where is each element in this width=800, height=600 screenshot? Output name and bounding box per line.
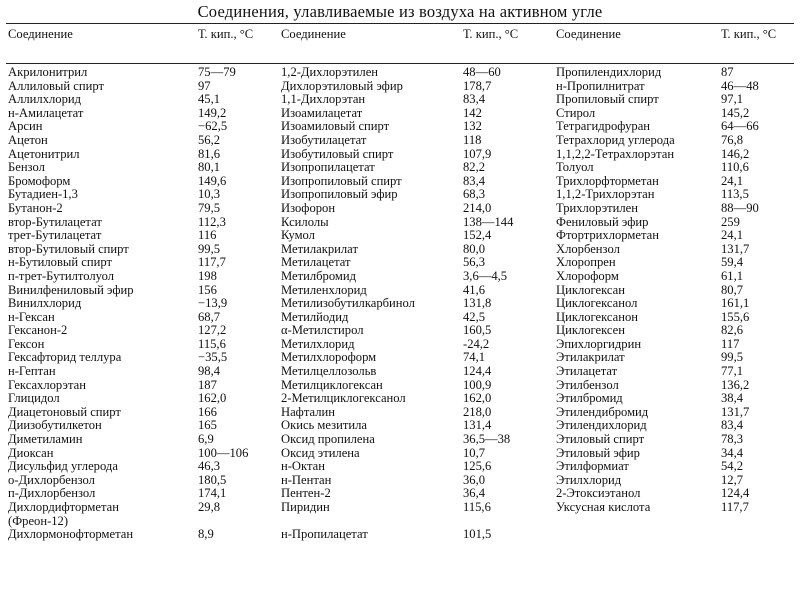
boiling-point-cell: 149,2 (198, 106, 227, 120)
boiling-point-cell: 88—90 (721, 201, 759, 215)
compound-cell: Изоамилацетат (281, 106, 363, 120)
compound-cell: п-трет-Бутилтолуол (8, 269, 115, 283)
boiling-point-cell: 116 (198, 229, 217, 243)
boiling-point-cell: 112,3 (198, 215, 226, 229)
boiling-point-cell: 127,2 (198, 324, 227, 338)
boiling-point-cell (719, 515, 794, 529)
boiling-point-cell: 81,6 (198, 147, 221, 161)
compound-cell: Дихлорэтиловый эфир (281, 79, 403, 93)
compound-cell: Метилцеллозольв (281, 365, 377, 379)
table-row (6, 311, 794, 325)
table-row (6, 216, 794, 230)
header-row (6, 24, 794, 64)
boiling-point-cell: 166 (198, 405, 217, 419)
boiling-point-cell: 41,6 (463, 283, 486, 297)
boiling-point-cell (461, 515, 554, 529)
boiling-point-cell: 80,1 (198, 161, 221, 175)
boiling-point-cell: 56,2 (198, 133, 221, 147)
compound-cell: Нафталин (281, 405, 335, 419)
compound-cell: Метилацетат (281, 256, 351, 270)
compound-cell: 1,1-Дихлорэтан (281, 93, 366, 107)
compound-cell: Дихлордифторметан (8, 501, 119, 514)
compound-cell: н-Октан (281, 460, 325, 474)
compound-cell: Циклогексанол (556, 297, 638, 311)
table-row (6, 351, 794, 365)
boiling-point-cell: 100,9 (463, 378, 492, 392)
boiling-point-cell: 59,4 (721, 256, 744, 270)
compound-cell: Эпихлоргидрин (556, 337, 642, 351)
boiling-point-cell: 38,4 (721, 392, 744, 406)
compound-cell: Фтортрихлорметан (556, 229, 659, 243)
boiling-point-cell (719, 528, 794, 542)
compound-cell: Аллиловый спирт (8, 79, 104, 93)
compound-cell: Циклогексен (556, 324, 626, 338)
compound-cell: Этилбромид (556, 392, 623, 406)
boiling-point-cell: 117,7 (198, 256, 226, 270)
compound-cell: Диметиламин (8, 433, 83, 447)
boiling-point-cell: 10,3 (198, 188, 221, 202)
compound-cell: Глицидол (8, 392, 60, 406)
compound-cell (554, 528, 719, 542)
table-row (6, 338, 794, 352)
boiling-point-cell: 46,3 (198, 460, 221, 474)
compound-cell: Бензол (8, 161, 45, 175)
compound-cell: Этилендибромид (556, 405, 649, 419)
boiling-point-cell: 68,7 (198, 310, 221, 324)
compound-cell: Метиленхлорид (281, 283, 367, 297)
table-row (6, 148, 794, 162)
compound-cell: Пропиловый спирт (556, 93, 659, 107)
table-row (6, 93, 794, 107)
table-row (6, 474, 794, 488)
compound-cell: Изопропиловый спирт (281, 174, 402, 188)
table-row (6, 107, 794, 121)
boiling-point-cell: 80,7 (721, 283, 744, 297)
boiling-point-cell: 107,9 (463, 147, 492, 161)
boiling-point-cell: 64—66 (721, 120, 759, 134)
boiling-point-cell: 161,1 (721, 297, 750, 311)
compound-cell: Дихлормонофторметан (8, 528, 134, 542)
compound-cell: Трихлорфторметан (556, 174, 659, 188)
compound-cell: втор-Бутилацетат (8, 215, 102, 229)
boiling-point-cell: 100—106 (198, 446, 249, 460)
compound-cell: Ацетон (8, 133, 48, 147)
table-row (6, 515, 794, 529)
compound-cell: Фениловый эфир (556, 215, 649, 229)
compound-cell: 1,1,2,2-Тетрахлорэтан (556, 147, 675, 161)
compound-cell: Пиридин (281, 501, 330, 514)
boiling-point-cell: 83,4 (463, 174, 486, 188)
compound-cell: Гексон (8, 337, 45, 351)
boiling-point-cell: 131,8 (463, 297, 492, 311)
boiling-point-cell: 101,5 (463, 528, 492, 542)
compound-cell: Оксид пропилена (281, 433, 375, 447)
table-row (6, 406, 794, 420)
compound-cell: Трихлорэтилен (556, 201, 639, 215)
compound-cell: п-Дихлорбензол (8, 487, 96, 501)
boiling-point-cell: 80,0 (463, 242, 486, 256)
boiling-point-cell: 110,6 (721, 161, 749, 175)
table-row (6, 419, 794, 433)
table-row (6, 297, 794, 311)
compound-cell: Гексахлорэтан (8, 378, 86, 392)
boiling-point-cell: 136,2 (721, 378, 750, 392)
boiling-point-cell: −13,9 (198, 297, 228, 311)
compound-cell: Арсин (8, 120, 43, 134)
boiling-point-cell: 76,8 (721, 133, 744, 147)
table-row (6, 324, 794, 338)
compound-cell: 2-Этоксиэтанол (556, 487, 641, 501)
boiling-point-cell: 117 (721, 337, 740, 351)
compound-cell: Бутанон-2 (8, 201, 63, 215)
compound-cell: Этилацетат (556, 365, 618, 379)
boiling-point-cell: 131,7 (721, 242, 750, 256)
boiling-point-cell: 131,4 (463, 419, 492, 433)
compound-cell: н-Пентан (281, 473, 332, 487)
boiling-point-cell: 87 (721, 65, 734, 79)
table-row (6, 229, 794, 243)
table-row (6, 175, 794, 189)
boiling-point-cell: 77,1 (721, 365, 744, 379)
boiling-point-cell: 36,5—38 (463, 433, 511, 447)
compound-cell: Ксилолы (281, 215, 329, 229)
boiling-point-cell: 97,1 (721, 93, 744, 107)
boiling-point-cell: 79,5 (198, 201, 221, 215)
table-header (6, 24, 794, 64)
compound-cell: Хлоропрен (556, 256, 616, 270)
compound-cell: 1,2-Дихлорэтилен (281, 65, 379, 79)
boiling-point-cell: 97 (198, 79, 211, 93)
compound-cell: Хлорбензол (556, 242, 620, 256)
boiling-point-cell: 82,6 (721, 324, 744, 338)
boiling-point-cell: 24,1 (721, 174, 744, 188)
boiling-point-cell: 8,9 (198, 528, 214, 542)
boiling-point-cell: 174,1 (198, 487, 227, 501)
boiling-point-cell: 156 (198, 283, 217, 297)
boiling-point-cell: 98,4 (198, 365, 221, 379)
compound-cell: Этилформиат (556, 460, 629, 474)
boiling-point-cell: 42,5 (463, 310, 486, 324)
boiling-point-cell: 125,6 (463, 460, 492, 474)
compound-cell: н-Гексан (8, 310, 55, 324)
compound-cell: н-Пропилнитрат (556, 79, 645, 93)
compound-cell: Изоамиловый спирт (281, 120, 390, 134)
compound-cell: Уксусная кислота (556, 501, 651, 514)
compound-cell: Гексанон-2 (8, 324, 68, 338)
compound-cell: Пропилендихлорид (556, 65, 662, 79)
boiling-point-cell: 160,5 (463, 324, 492, 338)
table-row (6, 433, 794, 447)
compound-cell: втор-Бутиловый спирт (8, 242, 129, 256)
table-row (6, 501, 794, 515)
boiling-point-cell: 124,4 (463, 365, 492, 379)
boiling-point-table (6, 23, 794, 542)
compound-cell: Циклогексанон (556, 310, 639, 324)
boiling-point-cell: 82,2 (463, 161, 486, 175)
table-row (6, 392, 794, 406)
compound-cell: Бутадиен-1,3 (8, 188, 78, 202)
compound-cell: Метилхлорид (281, 337, 355, 351)
boiling-point-cell: 29,8 (198, 501, 221, 514)
compound-cell: Метилйодид (281, 310, 349, 324)
compound-cell: Этиловый эфир (556, 446, 640, 460)
compound-cell: Изобутилацетат (281, 133, 367, 147)
boiling-point-cell: 149,6 (198, 174, 227, 188)
compound-cell: н-Бутиловый спирт (8, 256, 112, 270)
boiling-point-cell: 74,1 (463, 351, 486, 365)
boiling-point-cell: 61,1 (721, 269, 744, 283)
column-header-boiling-point: Т. кип., °С (463, 27, 519, 41)
compound-cell: Дисульфид углерода (8, 460, 118, 474)
compound-cell (554, 515, 719, 529)
table-title: Соединения, улавливаемые из воздуха на активном угле (197, 2, 603, 21)
compound-cell: трет-Бутилацетат (8, 229, 102, 243)
table-row (6, 243, 794, 257)
compound-cell: Окись мезитила (281, 419, 367, 433)
boiling-point-cell: 75—79 (198, 65, 236, 79)
boiling-point-cell: 54,2 (721, 460, 744, 474)
compound-cell: Бромоформ (8, 174, 71, 188)
compound-cell: Кумол (281, 229, 315, 243)
table-row (6, 120, 794, 134)
boiling-point-cell: 132 (463, 120, 482, 134)
boiling-point-cell: 99,5 (198, 242, 221, 256)
compound-cell: Изобутиловый спирт (281, 147, 394, 161)
table-row (6, 134, 794, 148)
table-row (6, 188, 794, 202)
compound-cell: Изопропиловый эфир (281, 188, 398, 202)
boiling-point-cell: 118 (463, 133, 482, 147)
boiling-point-cell: 162,0 (198, 392, 227, 406)
column-header-compound: Соединение (556, 27, 621, 41)
boiling-point-cell: 3,6—4,5 (463, 269, 508, 283)
compound-cell: α-Метилстирол (281, 324, 364, 338)
boiling-point-cell: −35,5 (198, 351, 228, 365)
boiling-point-cell: 36,0 (463, 473, 486, 487)
compound-cell: Метилхлороформ (281, 351, 377, 365)
boiling-point-cell: 83,4 (463, 93, 486, 107)
boiling-point-cell: 142 (463, 106, 482, 120)
boiling-point-cell: 124,4 (721, 487, 750, 501)
table-row (6, 447, 794, 461)
boiling-point-cell: 24,1 (721, 229, 744, 243)
boiling-point-cell: 10,7 (463, 446, 486, 460)
boiling-point-cell: 56,3 (463, 256, 486, 270)
boiling-point-cell: 155,6 (721, 310, 750, 324)
compound-cell: Диоксан (8, 446, 54, 460)
compound-cell: Этилхлорид (556, 473, 622, 487)
compound-cell: Этилендихлорид (556, 419, 647, 433)
compound-cell: Винилфениловый эфир (8, 283, 134, 297)
compound-cell: н-Пропилацетат (281, 528, 368, 542)
boiling-point-cell: 34,4 (721, 446, 744, 460)
boiling-point-cell: 152,4 (463, 229, 492, 243)
boiling-point-cell: 214,0 (463, 201, 492, 215)
boiling-point-cell: 146,2 (721, 147, 750, 161)
table-row (6, 270, 794, 284)
compound-cell: Метилакрилат (281, 242, 358, 256)
compound-cell (279, 515, 461, 529)
column-header-compound: Соединение (281, 27, 346, 41)
table-row (6, 202, 794, 216)
boiling-point-cell: 83,4 (721, 419, 744, 433)
compound-cell: о-Дихлорбензол (8, 473, 95, 487)
table-row (6, 256, 794, 270)
boiling-point-cell: 198 (198, 269, 217, 283)
compound-cell: Метилбромид (281, 269, 357, 283)
compound-cell: Винилхлорид (8, 297, 82, 311)
compound-cell: н-Амилацетат (8, 106, 84, 120)
compound-cell: Гексафторид теллура (8, 351, 122, 365)
compound-cell: Тетрахлорид углерода (556, 133, 675, 147)
compound-cell: 2-Метилциклогексанол (281, 392, 406, 406)
boiling-point-cell: 6,9 (198, 433, 214, 447)
compound-cell: Хлороформ (556, 269, 619, 283)
compound-cell: Изофорон (281, 201, 336, 215)
compound-cell: Этилакрилат (556, 351, 625, 365)
compound-cell: Акрилонитрил (8, 65, 88, 79)
boiling-point-cell: 48—60 (463, 65, 501, 79)
compound-cell: Диацетоновый спирт (8, 405, 121, 419)
boiling-point-cell: −62,5 (198, 120, 228, 134)
compound-cell: 1,1,2-Трихлорэтан (556, 188, 655, 202)
compound-cell: Толуол (556, 161, 594, 175)
table-body (6, 64, 794, 542)
table-row (6, 365, 794, 379)
compound-cell: (Фреон-12) (8, 514, 69, 528)
compound-cell: Тетрагидрофуран (556, 120, 651, 134)
boiling-point-cell: 178,7 (463, 79, 492, 93)
table-row (6, 379, 794, 393)
boiling-point-cell: 165 (198, 419, 217, 433)
table-row (6, 80, 794, 94)
boiling-point-cell: 45,1 (198, 93, 221, 107)
column-header-boiling-point: Т. кип., °С (721, 27, 777, 41)
table-row (6, 161, 794, 175)
boiling-point-cell: 131,7 (721, 405, 750, 419)
compound-cell: Пентен-2 (281, 487, 331, 501)
column-header-compound: Соединение (8, 27, 73, 41)
boiling-point-cell: 145,2 (721, 106, 750, 120)
boiling-point-cell (196, 515, 279, 529)
compound-cell: Аллилхлорид (8, 93, 82, 107)
compound-cell: Оксид этилена (281, 446, 360, 460)
compound-cell: Диизобутилкетон (8, 419, 102, 433)
boiling-point-cell: 12,7 (721, 473, 744, 487)
table-row (6, 64, 794, 80)
boiling-point-cell: 68,3 (463, 188, 486, 202)
column-header-boiling-point: Т. кип., °С (198, 27, 254, 41)
compound-cell: Стирол (556, 106, 596, 120)
boiling-point-cell: 78,3 (721, 433, 744, 447)
boiling-point-cell: 115,6 (198, 337, 226, 351)
boiling-point-cell: 99,5 (721, 351, 744, 365)
compound-cell: Циклогексан (556, 283, 626, 297)
boiling-point-cell: 180,5 (198, 473, 227, 487)
boiling-point-cell: 46—48 (721, 79, 759, 93)
boiling-point-cell: 218,0 (463, 405, 492, 419)
boiling-point-cell: 113,5 (721, 188, 749, 202)
compound-cell: Метилизобутилкарбинол (281, 297, 415, 311)
boiling-point-cell: 187 (198, 378, 217, 392)
table-row (6, 284, 794, 298)
boiling-point-cell: 117,7 (721, 501, 749, 514)
boiling-point-cell: 115,6 (463, 501, 491, 514)
compound-cell: Ацетонитрил (8, 147, 80, 161)
boiling-point-cell: 162,0 (463, 392, 492, 406)
boiling-point-cell: -24,2 (463, 337, 490, 351)
table-row (6, 487, 794, 501)
table-row (6, 460, 794, 474)
compound-cell: н-Гептан (8, 365, 56, 379)
table-row (6, 528, 794, 542)
boiling-point-cell: 36,4 (463, 487, 486, 501)
boiling-point-cell: 259 (721, 215, 740, 229)
compound-cell: Этилбензол (556, 378, 619, 392)
compound-cell: Этиловый спирт (556, 433, 645, 447)
boiling-point-cell: 138—144 (463, 215, 514, 229)
compound-cell: Изопропилацетат (281, 161, 375, 175)
compound-cell: Метилциклогексан (281, 378, 383, 392)
